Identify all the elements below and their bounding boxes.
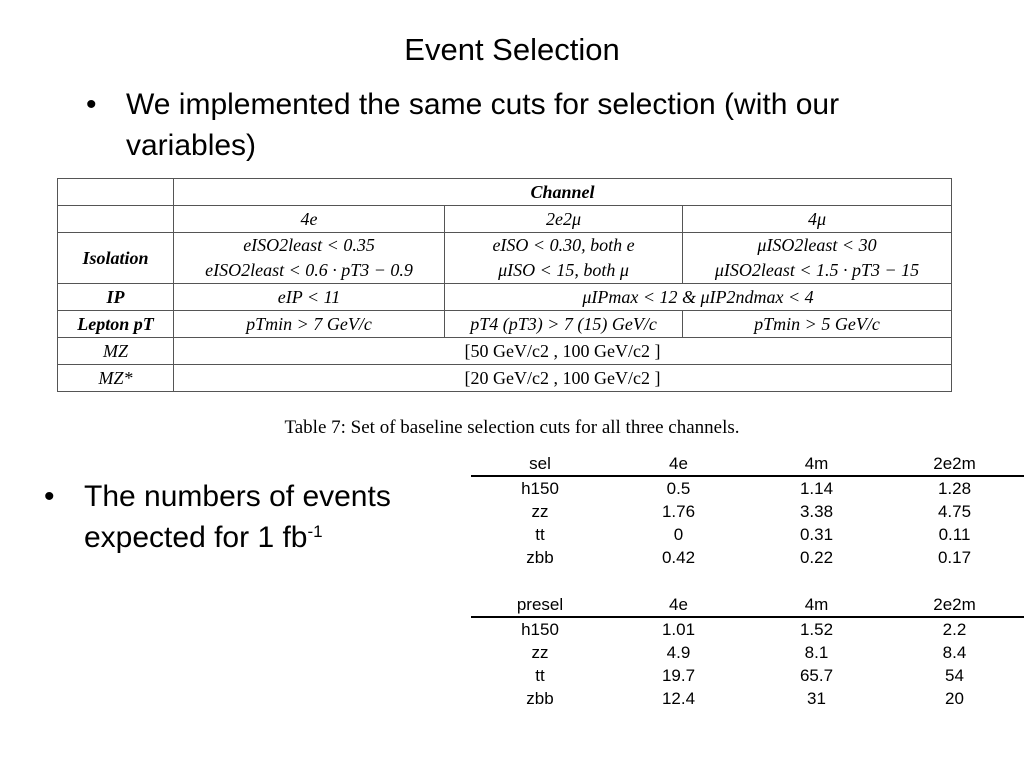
lepton-pt-2e2mu: pT4 (pT3) > 7 (15) GeV/c [445,311,683,338]
expected-events-table [471,452,1024,710]
cell-2e2m: 0.17 [937,547,972,567]
spacer-row [471,569,1024,593]
isolation-2e2mu-line1: eISO < 0.30, both e [492,235,635,255]
cell-4e: 1.76 [661,501,696,521]
lepton-pt-4mu: pTmin > 5 GeV/c [683,311,952,338]
cell-4m: 0.31 [799,524,834,544]
cell-2e2m: 0.11 [938,524,971,544]
channel-4mu: 4μ [683,206,952,233]
isolation-2e2mu [445,233,683,284]
isolation-4mu [683,233,952,284]
bullet-text [84,476,424,558]
cell-4m: 65.7 [799,665,834,685]
table-row [471,664,1024,687]
corner-cell [58,179,174,206]
cell-2e2m: 54 [945,665,964,685]
row-label: zz [531,501,549,521]
lepton-pt-4e: pTmin > 7 GeV/c [174,311,445,338]
cell-2e2m: 4.75 [937,501,972,521]
row-label-ip: IP [58,284,174,311]
row-label: zz [531,642,549,662]
table-row [471,687,1024,710]
cell-4e: 0.42 [661,547,696,567]
cell-4e: 1.01 [661,619,696,639]
cell-4m: 1.14 [799,478,834,498]
cell-4m: 31 [807,688,826,708]
row-label-isolation: Isolation [58,233,174,284]
mz-window: [50 GeV/c2 , 100 GeV/c2 ] [174,338,952,365]
cell-2e2m: 1.28 [937,478,972,498]
cell-2e2m: 8.4 [942,642,967,662]
cell-4m: 8.1 [804,642,829,662]
table-caption: Table 7: Set of baseline selection cuts for all three channels. [284,417,740,438]
blank-cell [58,206,174,233]
presel-header-4m: 4m [748,593,885,617]
isolation-4e-line1: eISO2least < 0.35 [243,235,375,255]
isolation-4e [174,233,445,284]
table-row [471,617,1024,641]
table-row [471,523,1024,546]
sel-header-label: sel [471,452,609,476]
bullet-glyph: • [44,480,55,513]
slide-title: Event Selection [404,32,620,67]
presel-header-label: presel [471,593,609,617]
table-row [471,546,1024,569]
row-label-mz: MZ [58,338,174,365]
cell-4m: 0.22 [799,547,834,567]
channel-4e: 4e [174,206,445,233]
cell-4e: 4.9 [666,642,691,662]
row-label: zbb [526,547,554,567]
isolation-4e-line2: eISO2least < 0.6 · pT3 − 0.9 [205,260,413,280]
isolation-4mu-line1: μISO2least < 30 [757,235,877,255]
bullet-text: We implemented the same cuts for selection (with our variables) [126,88,840,162]
bullet-text-main: The numbers of events expected for 1 fb [84,480,391,554]
row-label-lepton-pt: Lepton pT [58,311,174,338]
bullet-glyph: • [86,88,97,121]
cell-4m: 3.38 [799,501,834,521]
cell-4e: 0.5 [666,478,691,498]
cell-2e2m: 20 [945,688,964,708]
cell-2e2m: 2.2 [942,619,967,639]
cell-4e: 19.7 [661,665,696,685]
row-label: zbb [526,688,554,708]
cell-4e: 0 [673,524,684,544]
cell-4m: 1.52 [799,619,834,639]
row-label: h150 [521,478,559,498]
table-row [471,476,1024,500]
sel-header-2e2m: 2e2m [885,452,1024,476]
table-row [471,641,1024,664]
channel-header: Channel [174,179,952,206]
bullet-exponent: -1 [307,522,323,541]
row-label-mzstar: MZ* [58,365,174,392]
baseline-cuts-table [57,178,952,392]
presel-header-4e: 4e [609,593,748,617]
ip-muon: μIPmax < 12 & μIP2ndmax < 4 [445,284,952,311]
sel-header-4e: 4e [609,452,748,476]
isolation-2e2mu-line2: μISO < 15, both μ [498,260,629,280]
table-row [471,500,1024,523]
channel-2e2mu: 2e2μ [445,206,683,233]
presel-header-2e2m: 2e2m [885,593,1024,617]
row-label: h150 [521,619,559,639]
ip-4e: eIP < 11 [174,284,445,311]
row-label: tt [535,665,545,685]
mzstar-window: [20 GeV/c2 , 100 GeV/c2 ] [174,365,952,392]
row-label: tt [535,524,545,544]
sel-header-4m: 4m [748,452,885,476]
isolation-4mu-line2: μISO2least < 1.5 · pT3 − 15 [714,260,920,280]
cell-4e: 12.4 [661,688,696,708]
